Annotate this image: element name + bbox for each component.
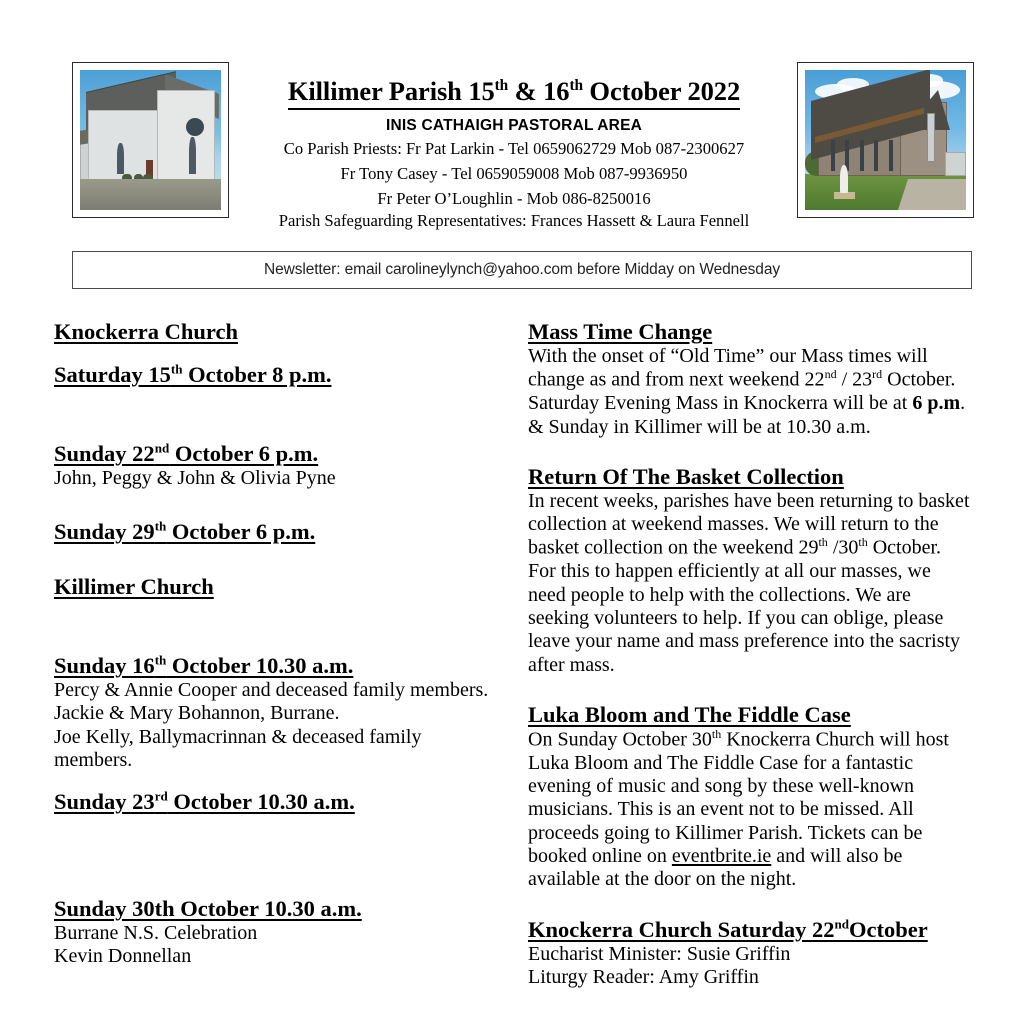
section-luka-bloom bbox=[528, 701, 998, 892]
section-knockerra-ministers bbox=[528, 916, 998, 989]
priest-contact-line-2: Fr Tony Casey - Tel 0659059008 Mob 087-9936950 bbox=[340, 163, 688, 183]
mass-intention-sunday-22: John, Peggy & John & Olivia Pyne bbox=[54, 467, 336, 489]
priest-contact-line-1: Co Parish Priests: Fr Pat Larkin - Tel 0659062729 Mob 087-2300627 bbox=[283, 138, 745, 158]
left-column bbox=[54, 318, 514, 968]
mass-intention-line: Percy & Annie Cooper and deceased family members. bbox=[54, 679, 489, 702]
mass-heading-sunday-23: Sunday 23rd October 10.30 a.m. bbox=[54, 788, 355, 814]
oval-window-shape bbox=[186, 118, 204, 136]
safeguarding-representatives-line: Parish Safeguarding Representatives: Frances Hassett & Laura Fennell bbox=[278, 210, 750, 230]
basket-collection-body: In recent weeks, parishes have been returning to basket collection at weekend masses. We will return to the basket collection on the weekend 29th /30th October. For this to happen efficiently at all our masses, we need people to help with the collections. We are seeking volunteers to help. If you can oblige, please leave your name and mass preference into the sacristy after mass. bbox=[528, 489, 970, 676]
window-slit-shape bbox=[889, 140, 893, 171]
mass-intention-line: Kevin Donnellan bbox=[54, 945, 192, 968]
window-slit-shape bbox=[874, 140, 878, 171]
page-title: Killimer Parish 15th & 16th October 2022 bbox=[288, 76, 740, 110]
ordinal-suffix: th bbox=[711, 726, 722, 741]
eucharist-minister-line: Eucharist Minister: Susie Griffin bbox=[528, 942, 791, 965]
ordinal-suffix: th bbox=[154, 652, 167, 668]
knockerra-church-photo bbox=[72, 62, 229, 218]
ordinal-suffix: rd bbox=[154, 788, 168, 804]
ordinal-suffix: rd bbox=[872, 367, 883, 382]
window-slit-shape bbox=[831, 140, 835, 171]
mass-intention-line: Burrane N.S. Celebration bbox=[54, 921, 258, 944]
luka-bloom-body: On Sunday October 30th Knockerra Church will host Luka Bloom and The Fiddle Case for a fantastic evening of music and song by these well-known musicians. This is an event not to be missed. All proceeds going to Killimer Parish. Tickets can be booked online on eventbrite.ie and will also be available at the door on the night. bbox=[528, 726, 949, 891]
arched-window-shape bbox=[117, 143, 124, 174]
statue-shape bbox=[840, 165, 848, 193]
tall-window-shape bbox=[927, 113, 935, 163]
mass-intention-line: Jackie & Mary Bohannon, Burrane. bbox=[54, 702, 340, 725]
knockerra-church-heading: Knockerra Church bbox=[54, 319, 238, 344]
mass-heading-sunday-30: Sunday 30th October 10.30 a.m. bbox=[54, 895, 362, 921]
mass-heading-saturday-15: Saturday 15th October 8 p.m. bbox=[54, 361, 332, 387]
side-building-shape bbox=[945, 152, 966, 176]
mass-time-change-heading: Mass Time Change bbox=[528, 319, 713, 344]
newsletter-submission-bar bbox=[72, 251, 972, 289]
section-mass-time-change bbox=[528, 318, 998, 439]
mass-time-emphasis: 6 p.m bbox=[912, 392, 961, 415]
page-header bbox=[0, 0, 1024, 232]
liturgy-reader-line: Liturgy Reader: Amy Griffin bbox=[528, 965, 759, 988]
mass-heading-sunday-16: Sunday 16th October 10.30 a.m. bbox=[54, 652, 354, 679]
ordinal-suffix: nd bbox=[834, 916, 849, 932]
priest-contact-line-3: Fr Peter O’Loughlin - Mob 086-8250016 bbox=[377, 188, 651, 208]
ground-shape bbox=[80, 179, 221, 210]
ordinal-suffix: th bbox=[818, 535, 828, 550]
ministers-heading: Knockerra Church Saturday 22ndOctober bbox=[528, 916, 928, 942]
killimer-church-photo bbox=[797, 62, 974, 218]
church-photo-right-image bbox=[805, 70, 966, 210]
mass-intention-line: Joe Kelly, Ballymacrinnan & deceased family bbox=[54, 725, 422, 748]
window-slit-shape bbox=[860, 140, 864, 171]
luka-bloom-heading: Luka Bloom and The Fiddle Case bbox=[528, 701, 851, 727]
ordinal-suffix: th bbox=[170, 361, 183, 377]
ordinal-suffix: th bbox=[154, 518, 167, 534]
mass-heading-sunday-22: Sunday 22nd October 6 p.m. bbox=[54, 440, 319, 466]
section-basket-collection bbox=[528, 463, 998, 677]
mass-time-change-body: With the onset of “Old Time” our Mass times will change as and from next weekend 22nd / 23rd October. Saturday Evening Mass in Knockerra will be at 6 p.m. & Sunday in Killimer will be at 10.30 a.m. bbox=[528, 345, 966, 438]
mass-heading-sunday-29: Sunday 29th October 6 p.m. bbox=[54, 518, 316, 545]
church-photo-left-image bbox=[80, 70, 221, 210]
mass-intention-line: members. bbox=[54, 748, 133, 771]
pastoral-area-subtitle: INIS CATHAIGH PASTORAL AREA bbox=[386, 116, 642, 134]
ordinal-suffix: nd bbox=[824, 367, 837, 382]
ordinal-suffix: nd bbox=[154, 440, 170, 456]
right-column bbox=[528, 318, 998, 989]
basket-collection-heading: Return Of The Basket Collection bbox=[528, 463, 844, 489]
newsletter-submission-text: Newsletter: email carolineylynch@yahoo.com before Midday on Wednesday bbox=[264, 261, 780, 278]
gable-wall-shape bbox=[157, 90, 215, 184]
title-ordinal-suffix: th bbox=[494, 77, 509, 95]
ordinal-suffix: th bbox=[858, 535, 868, 550]
killimer-church-heading: Killimer Church bbox=[54, 574, 214, 600]
title-ordinal-suffix: th bbox=[569, 77, 583, 95]
path-shape bbox=[898, 179, 966, 210]
arched-window-shape bbox=[189, 137, 196, 173]
header-text-block bbox=[236, 76, 792, 232]
eventbrite-link[interactable]: eventbrite.ie bbox=[671, 845, 772, 868]
